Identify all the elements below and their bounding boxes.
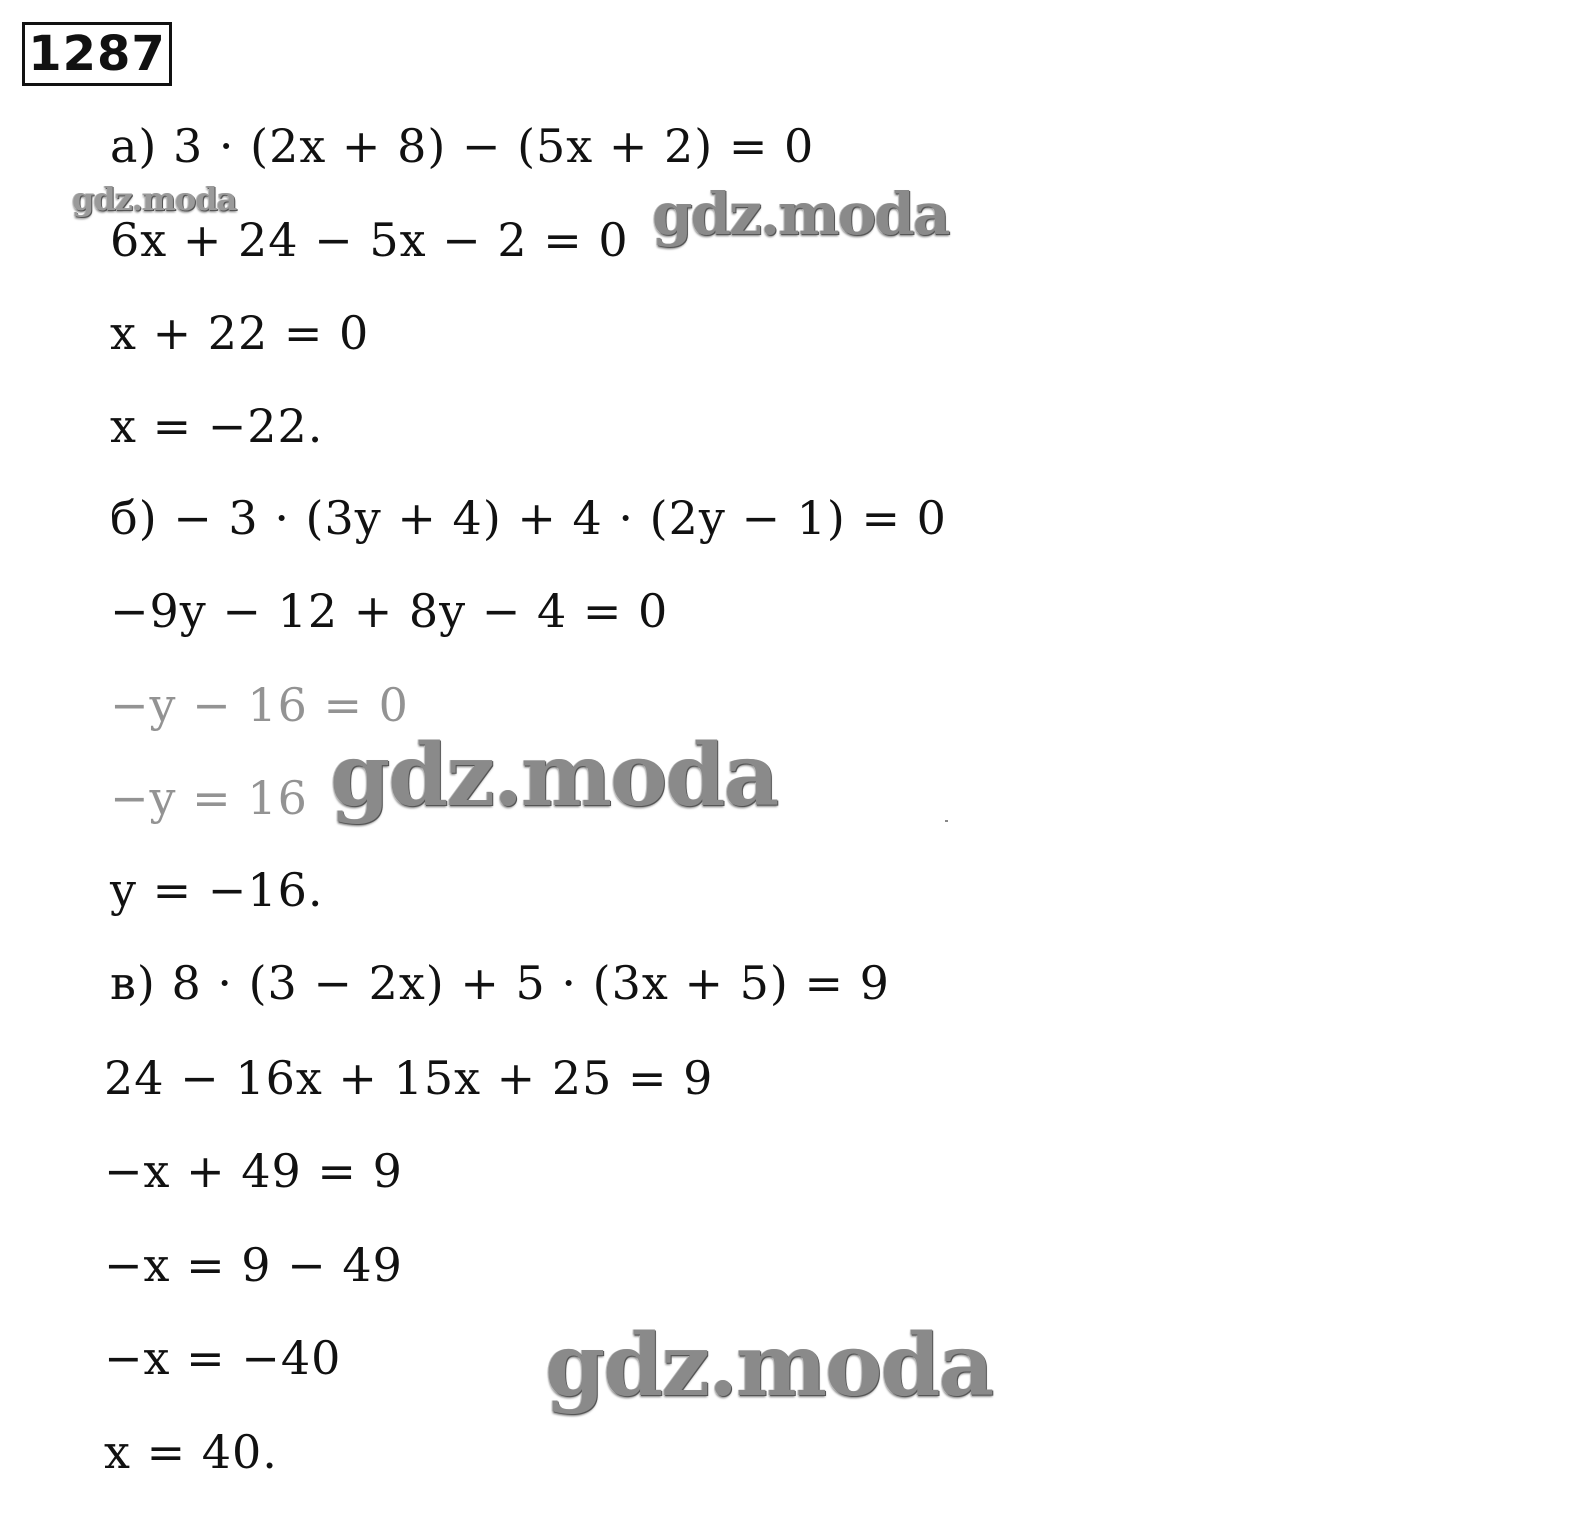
watermark-logo: gdz.moda [330,725,778,826]
scan-speck [945,820,948,822]
solution-line-b-equation: б) − 3 · (3y + 4) + 4 · (2y − 1) = 0 [110,491,947,545]
solution-line-a-answer: x = −22. [110,399,324,453]
solution-line: −x = −40 [104,1331,342,1385]
solution-line: 24 − 16x + 15x + 25 = 9 [104,1051,714,1105]
solution-line: −9y − 12 + 8y − 4 = 0 [110,584,669,638]
watermark-logo: gdz.moda [652,180,949,248]
solution-line: −x = 9 − 49 [104,1238,403,1292]
problem-number: 1287 [22,22,172,86]
solution-line-a-equation: а) 3 · (2x + 8) − (5x + 2) = 0 [110,119,815,173]
solution-line: −x + 49 = 9 [104,1144,403,1198]
solution-line-b-answer: y = −16. [110,863,324,917]
solution-line-c-equation: в) 8 · (3 − 2x) + 5 · (3x + 5) = 9 [110,956,890,1010]
solution-line-c-answer: x = 40. [104,1425,278,1479]
watermark-logo: gdz.moda [545,1315,993,1416]
fade-overlay [108,773,308,825]
solution-line: 6x + 24 − 5x − 2 = 0 [110,213,629,267]
watermark-logo: gdz.moda [72,180,237,218]
solution-line: x + 22 = 0 [110,306,370,360]
